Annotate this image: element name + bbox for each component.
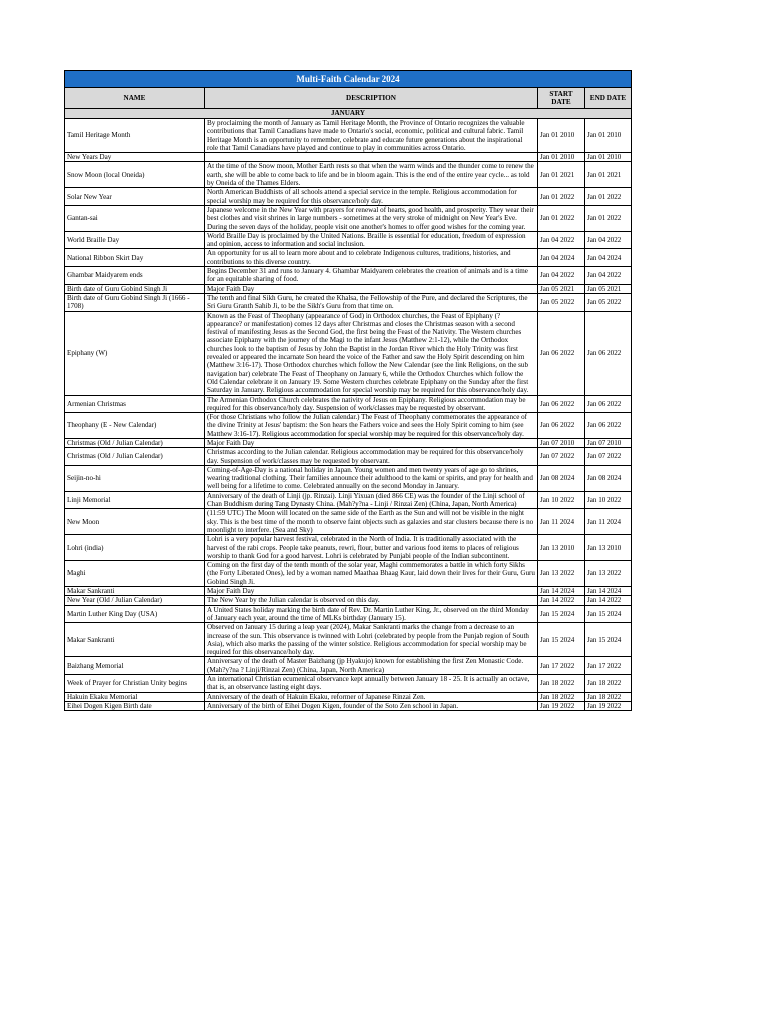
row-end-date: Jan 18 2022 xyxy=(585,675,632,693)
row-end-date: Jan 11 2024 xyxy=(585,509,632,535)
row-description: Anniversary of the death of Master Baizhang (jp Hyakujo) known for establishing the first Zen Monastic Code. (Mah?y?na ? Linji/Rinzai Zen) (China, Japan, North America) xyxy=(205,657,538,675)
row-end-date: Jan 14 2024 xyxy=(585,587,632,596)
row-end-date: Jan 04 2024 xyxy=(585,249,632,267)
row-name: Hakuin Ekaku Memorial xyxy=(65,692,205,701)
row-name: Eihei Dogen Kigen Birth date xyxy=(65,701,205,710)
row-end-date: Jan 04 2022 xyxy=(585,231,632,249)
table-row xyxy=(65,293,632,311)
row-end-date: Jan 07 2022 xyxy=(585,448,632,466)
row-end-date: Jan 06 2022 xyxy=(585,395,632,413)
row-end-date: Jan 13 2022 xyxy=(585,561,632,587)
row-end-date: Jan 05 2022 xyxy=(585,293,632,311)
row-description: A United States holiday marking the birth date of Rev. Dr. Martin Luther King, Jr., observed on the third Monday of January each year, around the time of MLKs birthday (January 15). xyxy=(205,605,538,623)
table-row xyxy=(65,692,632,701)
table-row xyxy=(65,249,632,267)
row-name: Christmas (Old / Julian Calendar) xyxy=(65,448,205,466)
row-start-date: Jan 05 2022 xyxy=(538,293,585,311)
row-start-date: Jan 19 2022 xyxy=(538,701,585,710)
calendar-table xyxy=(64,70,632,711)
table-row xyxy=(65,231,632,249)
month-label: JANUARY xyxy=(65,109,632,119)
row-name: Makar Sankranti xyxy=(65,623,205,657)
row-end-date: Jan 07 2010 xyxy=(585,438,632,447)
row-end-date: Jan 01 2022 xyxy=(585,188,632,206)
row-start-date: Jan 08 2024 xyxy=(538,465,585,491)
row-description: An opportunity for us all to learn more about and to celebrate Indigenous cultures, traditions, histories, and contributions to this diverse country. xyxy=(205,249,538,267)
row-start-date: Jan 15 2024 xyxy=(538,623,585,657)
row-start-date: Jan 18 2022 xyxy=(538,675,585,693)
table-row xyxy=(65,657,632,675)
row-start-date: Jan 13 2010 xyxy=(538,535,585,561)
calendar-sheet xyxy=(64,70,631,711)
table-row xyxy=(65,605,632,623)
row-name: Makar Sankranti xyxy=(65,587,205,596)
row-end-date: Jan 18 2022 xyxy=(585,692,632,701)
row-description: Coming-of-Age-Day is a national holiday in Japan. Young women and men twenty years of age go to shrines, wearing traditional clothing. Their families announce their adulthood to the kami or spirits, and pray for health and well being for a lifetime to come. Celebrated annually on the second Monday in January. xyxy=(205,465,538,491)
row-description: Major Faith Day xyxy=(205,438,538,447)
table-row xyxy=(65,413,632,439)
row-end-date: Jan 01 2022 xyxy=(585,205,632,231)
table-title: Multi-Faith Calendar 2024 xyxy=(65,71,632,88)
row-description: By proclaiming the month of January as Tamil Heritage Month, the Province of Ontario recognizes the valuable contributions that Tamil Canadians have made to Ontario's social, economic, political and cultural fabric. Tamil Heritage Month is an opportunity to remember, celebrate and educate future generations about the inspirational role that Tamil Canadians have played and continue to play in communities across Ontario. xyxy=(205,119,538,153)
table-row xyxy=(65,587,632,596)
table-row xyxy=(65,311,632,395)
row-end-date: Jan 10 2022 xyxy=(585,491,632,509)
row-description: Christmas according to the Julian calendar. Religious accommodation may be required for this observance/holy day. Suspension of work/classes may be requested by observant. xyxy=(205,448,538,466)
row-start-date: Jan 01 2021 xyxy=(538,162,585,188)
row-name: Week of Prayer for Christian Unity begins xyxy=(65,675,205,693)
table-row xyxy=(65,623,632,657)
table-row xyxy=(65,701,632,710)
header-name: NAME xyxy=(65,88,205,109)
row-start-date: Jan 04 2022 xyxy=(538,231,585,249)
table-row xyxy=(65,188,632,206)
row-start-date: Jan 07 2010 xyxy=(538,438,585,447)
row-start-date: Jan 01 2022 xyxy=(538,205,585,231)
header-start-date: START DATE xyxy=(538,88,585,109)
row-start-date: Jan 06 2022 xyxy=(538,395,585,413)
row-description: Begins December 31 and runs to January 4. Ghambar Maidyarem celebrates the creation of animals and is a time for an equitable sharing of food. xyxy=(205,267,538,285)
table-row xyxy=(65,162,632,188)
row-name: Martin Luther King Day (USA) xyxy=(65,605,205,623)
row-name: Ghambar Maidyarem ends xyxy=(65,267,205,285)
row-start-date: Jan 05 2021 xyxy=(538,284,585,293)
header-end-date: END DATE xyxy=(585,88,632,109)
row-description: Lohri is a very popular harvest festival, celebrated in the North of India. It is traditionally associated with the harvest of the rabi crops. People take peanuts, rewri, flour, butter and various food items to places of religious worship to thank God for a good harvest. Lohri is celebrated by Punjabi people of the Indian subcontinent. xyxy=(205,535,538,561)
row-start-date: Jan 11 2024 xyxy=(538,509,585,535)
row-name: Maghi xyxy=(65,561,205,587)
row-name: Epiphany (W) xyxy=(65,311,205,395)
row-start-date: Jan 07 2022 xyxy=(538,448,585,466)
row-description: Major Faith Day xyxy=(205,587,538,596)
row-name: New Year (Old / Julian Calendar) xyxy=(65,596,205,605)
row-end-date: Jan 04 2022 xyxy=(585,267,632,285)
row-name: Solar New Year xyxy=(65,188,205,206)
row-name: Birth date of Guru Gobind Singh Ji xyxy=(65,284,205,293)
row-name: New Moon xyxy=(65,509,205,535)
row-start-date: Jan 15 2024 xyxy=(538,605,585,623)
row-description: An international Christian ecumenical observance kept annually between January 18 - 25. It is actually an octave, that is, an observance lasting eight days. xyxy=(205,675,538,693)
row-description: Anniversary of the death of Hakuin Ekaku, reformer of Japanese Rinzai Zen. xyxy=(205,692,538,701)
table-row xyxy=(65,535,632,561)
row-name: Baizhang Memorial xyxy=(65,657,205,675)
table-row xyxy=(65,675,632,693)
table-row xyxy=(65,509,632,535)
row-end-date: Jan 06 2022 xyxy=(585,413,632,439)
row-description: Major Faith Day xyxy=(205,284,538,293)
row-description: The New Year by the Julian calendar is observed on this day. xyxy=(205,596,538,605)
row-name: Linji Memorial xyxy=(65,491,205,509)
row-end-date: Jan 14 2022 xyxy=(585,596,632,605)
row-start-date: Jan 14 2022 xyxy=(538,596,585,605)
table-row xyxy=(65,153,632,162)
row-end-date: Jan 01 2010 xyxy=(585,119,632,153)
row-description: Japanese welcome in the New Year with prayers for renewal of hearts, good health, and prosperity. They wear their best clothes and visit shrines in large numbers - sometimes at the very stroke of midnight on New Year's Eve. During the seven days of the holiday, people visit one another's homes to offer good wishes for the coming year. xyxy=(205,205,538,231)
row-name: New Years Day xyxy=(65,153,205,162)
row-name: Lohri (india) xyxy=(65,535,205,561)
table-row xyxy=(65,119,632,153)
row-end-date: Jan 15 2024 xyxy=(585,605,632,623)
row-start-date: Jan 04 2022 xyxy=(538,267,585,285)
row-name: National Ribbon Skirt Day xyxy=(65,249,205,267)
table-row xyxy=(65,205,632,231)
row-start-date: Jan 17 2022 xyxy=(538,657,585,675)
row-description: At the time of the Snow moon, Mother Earth rests so that when the warm winds and the thunder come to renew the earth, she will be able to come back to life and be in bloom again. This is the end of the entire year cycle... as told by Oneida of the Thames Elders. xyxy=(205,162,538,188)
row-description: Anniversary of the birth of Eihei Dogen Kigen, founder of the Soto Zen school in Japan. xyxy=(205,701,538,710)
row-start-date: Jan 13 2022 xyxy=(538,561,585,587)
table-row xyxy=(65,284,632,293)
table-row xyxy=(65,395,632,413)
row-description: Coming on the first day of the tenth month of the solar year, Maghi commemorates a battle in which forty Sikhs (the Forty Liberated Ones), led by a woman named Maathaa Bhaag Kaur, laid down their lives for their Guru, Guru Gobind Singh Ji. xyxy=(205,561,538,587)
row-start-date: Jan 01 2022 xyxy=(538,188,585,206)
row-start-date: Jan 14 2024 xyxy=(538,587,585,596)
row-end-date: Jan 05 2021 xyxy=(585,284,632,293)
row-name: Theophany (E - New Calendar) xyxy=(65,413,205,439)
row-description: The Armenian Orthodox Church celebrates the nativity of Jesus on Epiphany. Religious accommodation may be required for this observance/holy day. Suspension of work/classes may be requested by observant. xyxy=(205,395,538,413)
table-row xyxy=(65,267,632,285)
row-end-date: Jan 01 2021 xyxy=(585,162,632,188)
row-name: Birth date of Guru Gobind Singh Ji (1666 - 1708) xyxy=(65,293,205,311)
row-name: Armenian Christmas xyxy=(65,395,205,413)
row-start-date: Jan 18 2022 xyxy=(538,692,585,701)
row-end-date: Jan 15 2024 xyxy=(585,623,632,657)
table-row xyxy=(65,465,632,491)
table-row xyxy=(65,561,632,587)
row-description xyxy=(205,153,538,162)
row-start-date: Jan 01 2010 xyxy=(538,119,585,153)
row-description: (11:59 UTC) The Moon will located on the same side of the Earth as the Sun and will not be visible in the night sky. This is the best time of the month to observe faint objects such as galaxies and star clusters because there is no moonlight to interfere. (Sea and Sky) xyxy=(205,509,538,535)
row-name: Christmas (Old / Julian Calendar) xyxy=(65,438,205,447)
row-start-date: Jan 10 2022 xyxy=(538,491,585,509)
row-description: North American Buddhists of all schools attend a special service in the temple. Religious accommodation for special worship may be required for this observance/holy day. xyxy=(205,188,538,206)
row-end-date: Jan 08 2024 xyxy=(585,465,632,491)
row-end-date: Jan 06 2022 xyxy=(585,311,632,395)
row-start-date: Jan 01 2010 xyxy=(538,153,585,162)
row-name: Tamil Heritage Month xyxy=(65,119,205,153)
row-start-date: Jan 04 2024 xyxy=(538,249,585,267)
row-description: Observed on January 15 during a leap year (2024), Makar Sankranti marks the change from a decrease to an increase of the sun. This observance is twinned with Lohri (celebrated by people from the Punjab region of South Asia), which also marks the passing of the winter solstice. Religious accommodation for special worship may be required for this observance/holy day. xyxy=(205,623,538,657)
table-row xyxy=(65,491,632,509)
table-row xyxy=(65,448,632,466)
row-end-date: Jan 17 2022 xyxy=(585,657,632,675)
header-description: DESCRIPTION xyxy=(205,88,538,109)
table-row xyxy=(65,438,632,447)
row-name: Seijin-no-hi xyxy=(65,465,205,491)
row-description: Known as the Feast of Theophany (appearance of God) in Orthodox churches, the Feast of Epiphany (?appearance? or manifestation) comes 12 days after Christmas and closes the Christmas season with a second festival of manifesting Jesus as the Second God, the first being the Feast of the Nativity. The Western churches associate Epiphany with the journey of the Magi to the infant Jesus (Matthew 2:1-12), while the Orthodox churches look to the baptism of Jesus by John the Baptist in the Jordan River which the Holy Trinity was first revealed or appeared the incarnate Son heard the voice of the Father and saw the Holy Spirit descending on him (Matthew 3:16-17). Those Orthodox churches which follow the New Calendar (see the link Religions, on the sub navigation bar) celebrate The Feast of Theophany on January 6, while the Orthodox Churches which follow the Old Calendar celebrate it on January 19. Some Western churches celebrate Epiphany on the Sunday after the first Saturday in January. Religious accommodation for special worship may be required for this observance/holy day. xyxy=(205,311,538,395)
row-description: The tenth and final Sikh Guru, he created the Khalsa, the Fellowship of the Pure, and declared the Scriptures, the Sri Guru Granth Sahib Ji, to be the Sikh's Guru from that time on. xyxy=(205,293,538,311)
row-end-date: Jan 19 2022 xyxy=(585,701,632,710)
row-end-date: Jan 01 2010 xyxy=(585,153,632,162)
table-body xyxy=(65,119,632,711)
row-description: (For those Christians who follow the Julian calendar.) The Feast of Theophany commemorates the appearance of the divine Trinity at Jesus' baptism: the Son hears the Fathers voice and sees the Holy Spirit coming to him (see Matthew 3:16-17). Religious accommodation for special worship may be required for this observance/holy day. xyxy=(205,413,538,439)
row-start-date: Jan 06 2022 xyxy=(538,413,585,439)
row-name: Snow Moon (local Oneida) xyxy=(65,162,205,188)
row-name: Gantan-sai xyxy=(65,205,205,231)
table-row xyxy=(65,596,632,605)
row-start-date: Jan 06 2022 xyxy=(538,311,585,395)
row-name: World Braille Day xyxy=(65,231,205,249)
row-description: World Braille Day is proclaimed by the United Nations. Braille is essential for education, freedom of expression and opinion, access to information and social inclusion. xyxy=(205,231,538,249)
row-end-date: Jan 13 2010 xyxy=(585,535,632,561)
row-description: Anniversary of the death of Linji (jp. Rinzai). Linji Yixuan (died 866 CE) was the founder of the Linji school of Chan Buddhism during Tang Dynasty China. (Mah?y?na - Linji / Rinzai Zen) (China, Japan, North America) xyxy=(205,491,538,509)
